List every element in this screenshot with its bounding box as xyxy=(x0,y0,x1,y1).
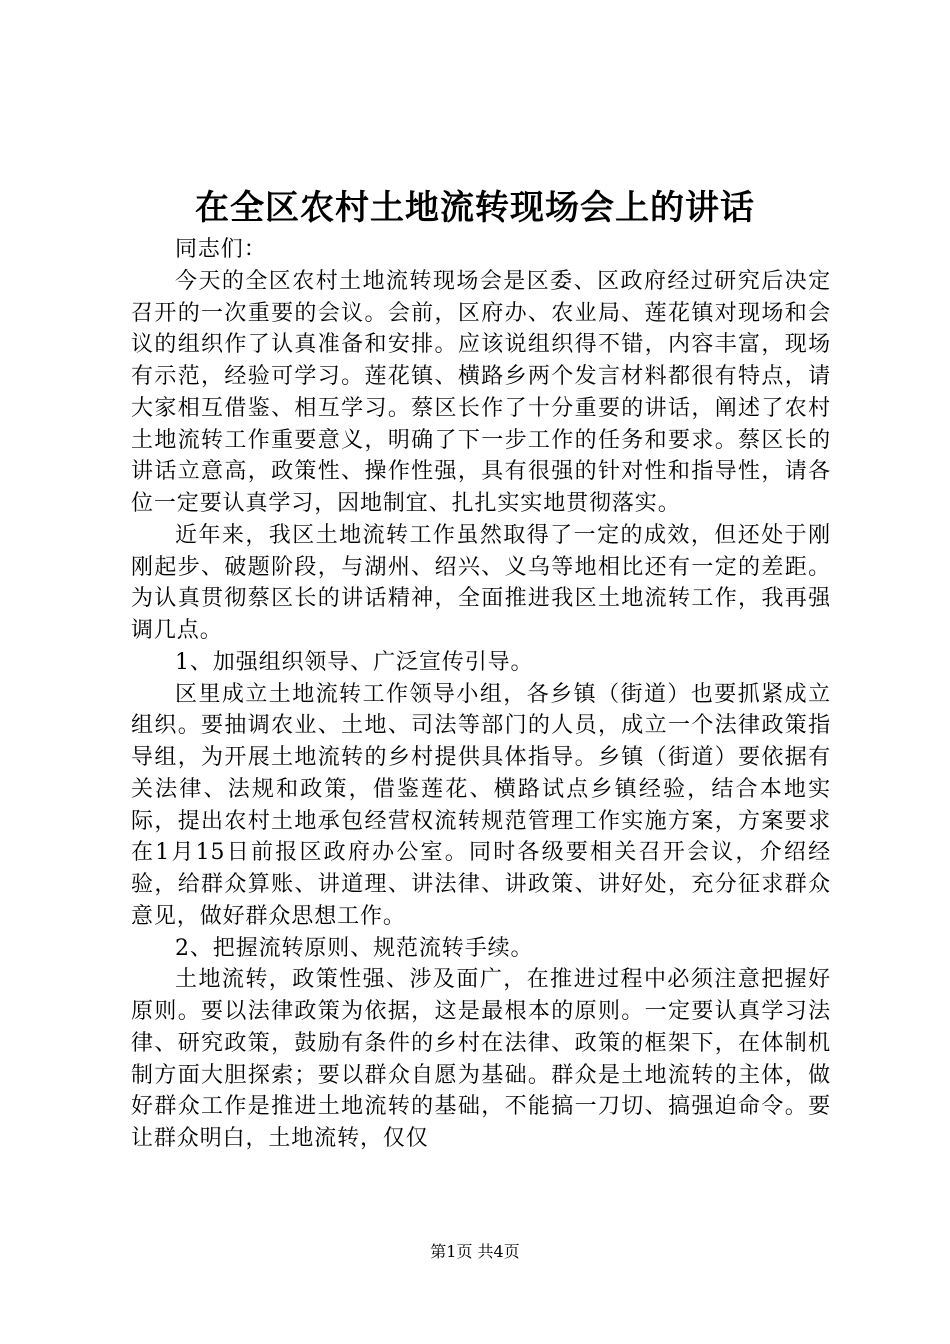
document-body xyxy=(131,234,831,1155)
paragraph: 土地流转，政策性强、涉及面广，在推进过程中必须注意把握好原则。要以法律政策为依据，这是最根本的原则。一定要认真学习法律、研究政策，鼓励有条件的乡村在法律、政策的框架下，在体制机制方面大胆探索；要以群众自愿为基础。群众是土地流转的主体，做好群众工作是推进土地流转的基础，不能搞一刀切、搞强迫命令。要让群众明白，土地流转，仅仅 xyxy=(131,967,831,1151)
paragraph: 今天的全区农村土地流转现场会是区委、区政府经过研究后决定召开的一次重要的会议。会前，区府办、农业局、莲花镇对现场和会议的组织作了认真准备和安排。应该说组织得不错，内容丰富，现场有示范，经验可学习。莲花镇、横路乡两个发言材料都很有特点，请大家相互借鉴、相互学习。蔡区长作了十分重要的讲话，阐述了农村土地流转工作重要意义，明确了下一步工作的任务和要求。蔡区长的讲话立意高，政策性、操作性强，具有很强的针对性和指导性，请各位一定要认真学习，因地制宜、扎扎实实地贯彻落实。 xyxy=(131,268,831,516)
salutation: 同志们： xyxy=(175,237,267,262)
page-footer: 第1页 共4页 xyxy=(430,1242,520,1261)
document-title: 在全区农村土地流转现场会上的讲话 xyxy=(195,188,755,228)
section-heading: 2、把握流转原则、规范流转手续。 xyxy=(175,935,534,961)
paragraph: 近年来，我区土地流转工作虽然取得了一定的成效，但还处于刚刚起步、破题阶段，与湖州、绍兴、义乌等地相比还有一定的差距。为认真贯彻蔡区长的讲话精神，全面推进我区土地流转工作，我再强调几点。 xyxy=(131,522,831,643)
section-heading: 1、加强组织领导、广泛宣传引导。 xyxy=(175,649,534,675)
paragraph: 区里成立土地流转工作领导小组，各乡镇（街道）也要抓紧成立组织。要抽调农业、土地、司法等部门的人员，成立一个法律政策指导组，为开展土地流转的乡村提供具体指导。乡镇（街道）要依据有关法律、法规和政策，借鉴莲花、横路试点乡镇经验，结合本地实际，提出农村土地承包经营权流转规范管理工作实施方案，方案要求在1月15日前报区政府办公室。同时各级要相关召开会议，介绍经验，给群众算账、讲道理、讲法律、讲政策、讲好处，充分征求群众意见，做好群众思想工作。 xyxy=(131,681,831,929)
